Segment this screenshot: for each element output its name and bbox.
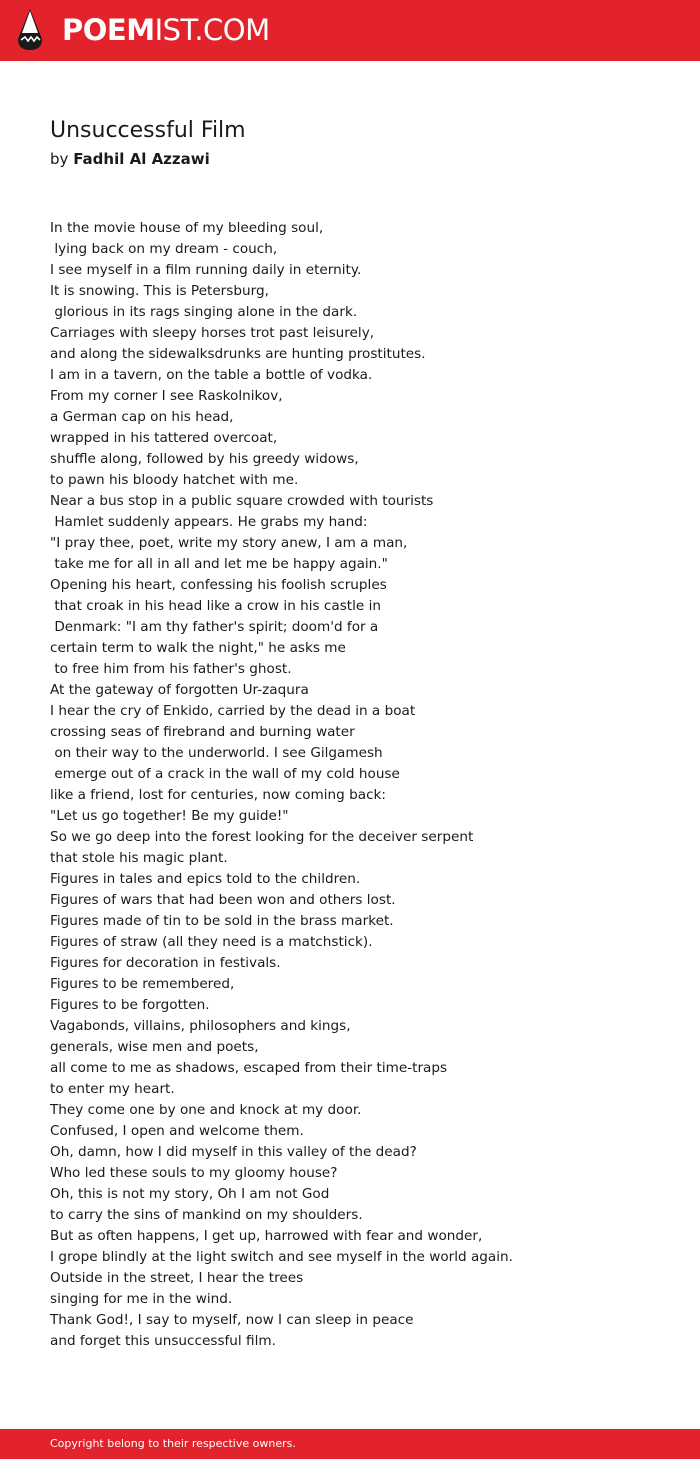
logo-light-part: IST.COM: [154, 13, 270, 47]
poem-line: Figures to be forgotten.: [50, 997, 210, 1013]
poem-line: all come to me as shadows, escaped from their time-traps: [50, 1060, 448, 1076]
poem-line: At the gateway of forgotten Ur-zaqura: [50, 682, 309, 698]
poem-line: I grope blindly at the light switch and see myself in the world again.: [50, 1249, 513, 1265]
poem-line: Outside in the street, I hear the trees: [50, 1270, 304, 1286]
poem-body: [50, 218, 670, 1352]
site-footer: [0, 1429, 700, 1459]
poem-line: "I pray thee, poet, write my story anew, I am a man,: [50, 535, 408, 551]
poem-line: like a friend, lost for centuries, now coming back:: [50, 787, 387, 803]
site-logo-text[interactable]: [62, 13, 270, 47]
poem-line: take me for all in all and let me be happy again.": [50, 556, 388, 572]
poem-line: Denmark: "I am thy father's spirit; doom'd for a: [50, 619, 379, 635]
poem-line: So we go deep into the forest looking for the deceiver serpent: [50, 829, 474, 845]
poem-line: generals, wise men and poets,: [50, 1039, 259, 1055]
poem-line: Figures in tales and epics told to the children.: [50, 871, 361, 887]
poem-line: that croak in his head like a crow in his castle in: [50, 598, 381, 614]
author-name: Fadhil Al Azzawi: [73, 150, 210, 168]
poem-line: emerge out of a crack in the wall of my cold house: [50, 766, 400, 782]
poem-line: and along the sidewalksdrunks are hunting prostitutes.: [50, 346, 426, 362]
poem-line: to pawn his bloody hatchet with me.: [50, 472, 299, 488]
poem-line: to carry the sins of mankind on my shoulders.: [50, 1207, 363, 1223]
poem-line: Thank God!, I say to myself, now I can sleep in peace: [50, 1312, 414, 1328]
poem-line: Oh, damn, how I did myself in this valley of the dead?: [50, 1144, 417, 1160]
site-header: [0, 0, 700, 61]
poem-line: Who led these souls to my gloomy house?: [50, 1165, 338, 1181]
poem-line: wrapped in his tattered overcoat,: [50, 430, 278, 446]
poem-line: Confused, I open and welcome them.: [50, 1123, 304, 1139]
poem-line: to free him from his father's ghost.: [50, 661, 292, 677]
poem-line: Near a bus stop in a public square crowded with tourists: [50, 493, 434, 509]
poem-line: Figures of straw (all they need is a matchstick).: [50, 934, 373, 950]
poem-line: Vagabonds, villains, philosophers and kings,: [50, 1018, 351, 1034]
poem-line: certain term to walk the night," he asks me: [50, 640, 346, 656]
poem-line: They come one by one and knock at my door.: [50, 1102, 362, 1118]
poem-line: Figures to be remembered,: [50, 976, 235, 992]
poem-line: shuffle along, followed by his greedy widows,: [50, 451, 359, 467]
poem-line: Carriages with sleepy horses trot past leisurely,: [50, 325, 375, 341]
pen-nib-logo-icon[interactable]: [17, 9, 43, 51]
by-label: by: [50, 150, 69, 168]
poem-line: But as often happens, I get up, harrowed with fear and wonder,: [50, 1228, 483, 1244]
poem-line: I am in a tavern, on the table a bottle of vodka.: [50, 367, 373, 383]
poem-line: Figures of wars that had been won and others lost.: [50, 892, 396, 908]
byline: [50, 148, 210, 170]
poem-line: Hamlet suddenly appears. He grabs my hand:: [50, 514, 368, 530]
poem-title: Unsuccessful Film: [50, 118, 246, 143]
logo-bold-part: POEM: [62, 13, 155, 47]
poem-line: Oh, this is not my story, Oh I am not God: [50, 1186, 330, 1202]
poem-line: to enter my heart.: [50, 1081, 175, 1097]
poem-line: lying back on my dream - couch,: [50, 241, 278, 257]
poem-line: that stole his magic plant.: [50, 850, 228, 866]
poem-line: singing for me in the wind.: [50, 1291, 233, 1307]
poem-line: crossing seas of firebrand and burning water: [50, 724, 355, 740]
copyright-text: Copyright belong to their respective owners.: [50, 1437, 296, 1450]
poem-line: I see myself in a film running daily in eternity.: [50, 262, 362, 278]
poem-line: "Let us go together! Be my guide!": [50, 808, 289, 824]
poem-line: In the movie house of my bleeding soul,: [50, 220, 324, 236]
poem-line: a German cap on his head,: [50, 409, 234, 425]
poem-line: I hear the cry of Enkido, carried by the dead in a boat: [50, 703, 416, 719]
poem-line: glorious in its rags singing alone in the dark.: [50, 304, 358, 320]
poem-line: on their way to the underworld. I see Gilgamesh: [50, 745, 383, 761]
poem-line: Figures for decoration in festivals.: [50, 955, 281, 971]
poem-line: and forget this unsuccessful film.: [50, 1333, 276, 1349]
poem-line: From my corner I see Raskolnikov,: [50, 388, 283, 404]
poem-line: It is snowing. This is Petersburg,: [50, 283, 269, 299]
poem-line: Figures made of tin to be sold in the brass market.: [50, 913, 394, 929]
poem-line: Opening his heart, confessing his foolish scruples: [50, 577, 387, 593]
